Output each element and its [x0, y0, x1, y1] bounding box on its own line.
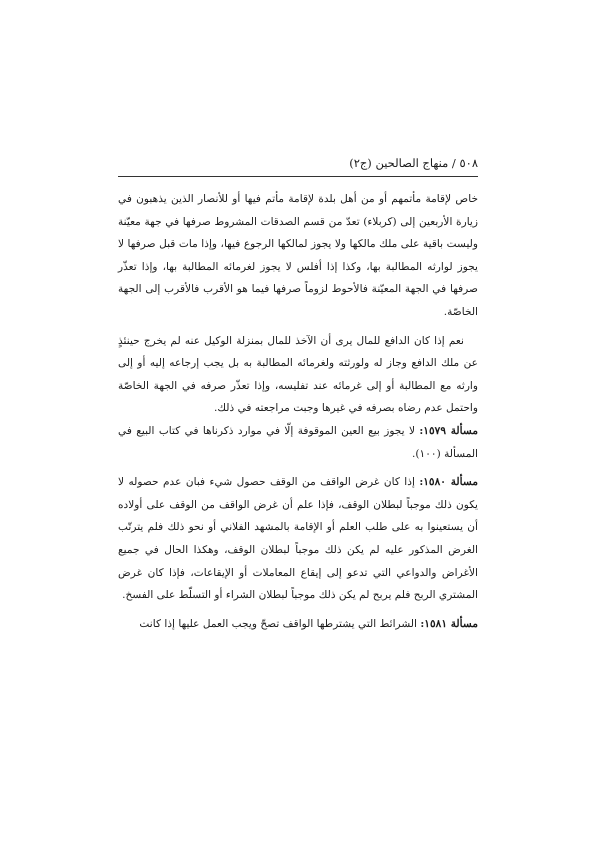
header-divider: [118, 176, 478, 177]
issue-paragraph: [118, 613, 478, 636]
running-header: [118, 152, 478, 174]
paragraph-text: خاص لإقامة مأتمهم أو من أهل بلدة لإقامة مأتم فيها أو للأنصار الذين يذهبون في زيارة الأربعين إلى (كربلاء) تعدّ من قسم الصدقات المشروط صرفها في جهة معيّنة وليست باقية على ملك مالكها ولا يجوز لمالكها الرجوع فيها، وإذا مات قبل صرفها لا يجوز لوارثه المطالبة بها، وكذا إذا أفلس لا يجوز لغرمائه المطالبة بها، وإذا تعذّر صرفها في الجهة المعيّنة فالأحوط لزوماً صرفها فيما هو الأقرب فالأقرب إلى الجهة الخاصّة.: [118, 193, 478, 318]
issue-text: الشرائط التي يشترطها الواقف تصحّ ويجب العمل عليها إذا كانت: [139, 617, 421, 630]
issue-text: لا يجوز بيع العين الموقوفة إلّا في موارد ذكرناها في كتاب البيع في المسألة (١٠٠).: [118, 424, 478, 460]
issue-paragraph: [118, 471, 478, 607]
paragraph: [118, 188, 478, 324]
page-body: [118, 188, 478, 635]
issue-text: إذا كان غرض الواقف من الوقف حصول شيء فبان عدم حصوله لا يكون ذلك موجباً لبطلان الوقف، فإذا علم أن غرض الواقف من الوقف على أولاده أن يستعينوا به على طلب العلم أو الإقامة بالمشهد الفلاني أو نحو ذلك فلم يترتّب الغرض المذكور عليه لم يكن ذلك موجباً لبطلان الوقف، وهكذا الحال في جميع الأغراض والدواعي التي تدعو إلى إيقاع المعاملات أو الإيقاعات، فإذا كان غرض المشتري الربح فلم يربح لم يكن ذلك موجباً لبطلان الشراء أو التسلّط على الفسخ.: [118, 476, 478, 602]
issue-label: مسألة ١٥٨١:: [420, 617, 478, 630]
running-title: ٥٠٨ / منهاج الصالحين (ج٢): [349, 156, 478, 170]
paragraph: [118, 330, 478, 420]
paragraph-text: نعم إذا كان الدافع للمال يرى أن الآخذ للمال بمنزلة الوكيل عنه لم يخرج حينئذٍ عن ملك الدافع وجاز له ولورثته ولغرمائه المطالبة به بل يجب إرجاعه إليه أو إلى وارثه مع المطالبة أو إلى غرمائه عند تفليسه، وإذا تعذّر صرفه في الجهة الخاصّة واحتمل عدم رضاه بصرفه في غيرها وجبت مراجعته في ذلك.: [118, 334, 478, 415]
issue-label: مسألة ١٥٧٩:: [419, 424, 478, 437]
issue-paragraph: [118, 420, 478, 465]
issue-label: مسألة ١٥٨٠:: [419, 476, 478, 489]
